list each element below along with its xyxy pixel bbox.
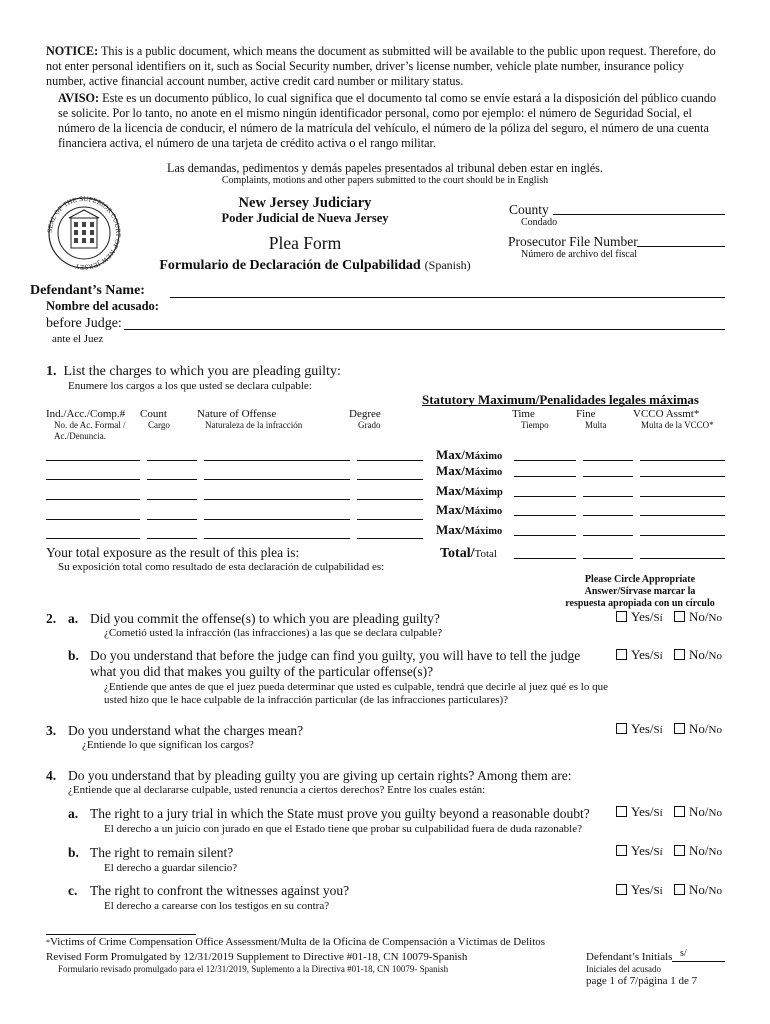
charge-row-1-field-4[interactable] — [357, 460, 423, 461]
charge-row-5-field-1[interactable] — [46, 538, 140, 539]
charge-row-5-field-4[interactable] — [357, 538, 423, 539]
q2b-yes-checkbox[interactable]: Yes/Sí — [616, 647, 663, 663]
charge-row-4-field-2[interactable] — [147, 519, 197, 520]
charge-row-1-field-2[interactable] — [147, 460, 197, 461]
checkbox-icon[interactable] — [616, 884, 627, 895]
defendant-name-field[interactable] — [170, 297, 725, 298]
defendant-name-label-es: Nombre del acusado: — [46, 299, 159, 313]
charge-row-2-field-1[interactable] — [46, 479, 140, 480]
charge-row-2-field-3[interactable] — [204, 479, 350, 480]
charge-row-1-field-1[interactable] — [46, 460, 140, 461]
charge-row-3-field-1[interactable] — [46, 499, 140, 500]
notice-text: This is a public document, which means the document as submitted will be available to the public upon request. Therefore, do not enter personal identifiers on it, such as Social Security number, driver’s license number, vehicle plate number, insurance policy number, active financial account number, active credit card number or military status. — [46, 44, 716, 88]
initials-label-es: Iniciales del acusado — [586, 964, 661, 974]
col-degree: Degree — [349, 408, 381, 420]
statutory-underline — [422, 405, 689, 406]
max-row-4-field-2[interactable] — [583, 515, 633, 516]
revised-note-es: Formulario revisado promulgado para el 12/31/2019, Suplemento a la Directiva #01-18, CN 10079- Spanish — [58, 964, 449, 974]
charge-row-3-field-2[interactable] — [147, 499, 197, 500]
q2b-letter: b. — [68, 648, 79, 663]
max-row-1-field-3[interactable] — [640, 460, 725, 461]
county-label-es: Condado — [521, 217, 558, 228]
checkbox-icon[interactable] — [616, 806, 627, 817]
charge-row-2-field-2[interactable] — [147, 479, 197, 480]
q4c-yes-checkbox[interactable]: Yes/Sí — [616, 882, 663, 898]
q2a-yes-checkbox[interactable]: Yes/Sí — [616, 609, 663, 625]
q4a-letter: a. — [68, 806, 79, 821]
court-seal-icon — [40, 196, 128, 270]
max-row-5-field-1[interactable] — [514, 535, 576, 536]
charge-row-2-field-4[interactable] — [357, 479, 423, 480]
max-label: Max/Máximo — [436, 463, 503, 478]
plea-form-subtitle: Formulario de Declaración de Culpabilidad (Spanish) — [159, 258, 471, 273]
max-label: Max/Máximo — [436, 502, 503, 517]
max-label: Max/Máximo — [436, 522, 503, 537]
max-row-1-field-1[interactable] — [514, 460, 576, 461]
charge-row-1-field-3[interactable] — [204, 460, 350, 461]
q4b-letter: b. — [68, 845, 79, 860]
q4c-letter: c. — [68, 883, 78, 898]
q1-text: 1. List the charges to which you are pleading guilty: — [46, 364, 341, 379]
footnote: *Victims of Crime Compensation Office Assessment/Multa de la Oficina de Compensación a Víctimas de Delitos — [46, 936, 546, 948]
county-field[interactable] — [553, 214, 725, 215]
q2a-letter: a. — [68, 611, 79, 626]
q2a-text-es: ¿Cometió usted la infracción (las infracciones) a las que se declara culpable? — [104, 627, 443, 639]
checkbox-icon[interactable] — [674, 884, 685, 895]
q1-text-es: Enumere los cargos a los que usted se declara culpable: — [68, 380, 312, 392]
max-row-5-field-2[interactable] — [583, 535, 633, 536]
q3-num: 3. — [46, 723, 57, 738]
col-count-es: Cargo — [148, 420, 170, 430]
q4c-text: The right to confront the witnesses against you? — [90, 883, 350, 898]
statutory-max-heading: Statutory Maximum/Penalidades legales máximas — [422, 392, 699, 407]
plea-form-title: Plea Form — [268, 233, 342, 253]
col-ind-es: No. de Ac. Formal / Ac./Denuncia. — [54, 420, 126, 441]
charge-row-5-field-2[interactable] — [147, 538, 197, 539]
q4-num: 4. — [46, 768, 57, 783]
notice-block — [46, 44, 726, 89]
q2a-text: Did you commit the offense(s) to which you are pleading guilty? — [90, 611, 440, 626]
q4b-text: The right to remain silent? — [90, 845, 234, 860]
footnote-divider — [46, 934, 196, 935]
revised-note: Revised Form Promulgated by 12/31/2019 Supplement to Directive #01-18, CN 10079-Spanish — [46, 951, 468, 963]
defendant-name-label: Defendant’s Name: — [30, 283, 145, 298]
prosecutor-label-es: Número de archivo del fiscal — [521, 249, 638, 260]
q4a-no-checkbox[interactable]: No/No — [674, 804, 722, 820]
charge-row-4-field-3[interactable] — [204, 519, 350, 520]
max-row-3-field-1[interactable] — [514, 496, 576, 497]
col-count: Count — [140, 408, 167, 420]
q4a-yes-checkbox[interactable]: Yes/Sí — [616, 804, 663, 820]
q4b-yes-checkbox[interactable]: Yes/Sí — [616, 843, 663, 859]
aviso-text: Este es un documento público, lo cual significa que el documento tal como se envíe estará a la disposición del público cuando se solicite. Por lo tanto, no anote en el mismo ningún identificador personal, como por ejemplo: el número de Seguridad Social, el número de la licencia de conducir, el número de la matrícula del vehículo, el número de la póliza del seguro, el número de una cuenta financiera activa, el número de una tarjeta de crédito activa o el rango militar. — [58, 91, 717, 150]
notice-label: NOTICE: — [46, 44, 99, 58]
q3-yes-checkbox[interactable]: Yes/Sí — [616, 721, 663, 737]
initials-field[interactable] — [672, 961, 725, 962]
col-degree-es: Grado — [358, 420, 381, 430]
total-label: Total/Total — [440, 546, 497, 561]
charge-row-4-field-4[interactable] — [357, 519, 423, 520]
max-row-4-field-1[interactable] — [514, 515, 576, 516]
q4-text-es: ¿Entiende que al declararse culpable, usted renuncia a ciertos derechos? Entre los cuales están: — [68, 784, 486, 796]
col-vcco-es: Multa de la VCCO* — [641, 420, 714, 430]
col-fine: Fine — [576, 408, 596, 420]
q4a-text-es: El derecho a un juicio con jurado en que el Estado tiene que probar su culpabilidad fuera de duda razonable? — [104, 823, 583, 835]
max-row-3-field-3[interactable] — [640, 496, 725, 497]
q4-text: Do you understand that by pleading guilty you are giving up certain rights? Among them are: — [68, 768, 572, 783]
q3-no-checkbox[interactable]: No/No — [674, 721, 722, 737]
charge-row-3-field-3[interactable] — [204, 499, 350, 500]
prosecutor-label: Prosecutor File Number — [508, 234, 638, 249]
q4a-text: The right to a jury trial in which the State must prove you guilty beyond a reasonable doubt? — [90, 806, 590, 821]
prosecutor-file-field[interactable] — [637, 246, 725, 247]
q4c-no-checkbox[interactable]: No/No — [674, 882, 722, 898]
q3-text: Do you understand what the charges mean? — [68, 723, 304, 738]
checkbox-icon[interactable] — [674, 611, 685, 622]
q2-num: 2. — [46, 611, 57, 626]
col-fine-es: Multa — [585, 420, 607, 430]
aviso-label: AVISO: — [58, 91, 100, 105]
max-row-3-field-2[interactable] — [583, 496, 633, 497]
checkbox-icon[interactable] — [674, 649, 685, 660]
col-time: Time — [512, 408, 535, 420]
q2b-text: Do you understand that before the judge can find you guilty, you will have to tell the judge what you did that makes you guilty of the particular offense(s)? — [90, 648, 581, 679]
checkbox-icon[interactable] — [616, 723, 627, 734]
q3-text-es: ¿Entiende lo que significan los cargos? — [82, 739, 254, 751]
judiciary-title-es: Poder Judicial de Nueva Jersey — [221, 211, 389, 225]
checkbox-icon[interactable] — [674, 806, 685, 817]
max-row-1-field-2[interactable] — [583, 460, 633, 461]
col-vcco: VCCO Assmt* — [633, 408, 700, 420]
max-row-4-field-3[interactable] — [640, 515, 725, 516]
initials-value: s/ — [680, 948, 687, 959]
judge-field[interactable] — [124, 329, 725, 330]
county-label: County — [509, 202, 549, 217]
q4b-text-es: El derecho a guardar silencio? — [104, 862, 238, 874]
q4b-no-checkbox[interactable]: No/No — [674, 843, 722, 859]
max-row-2-field-3[interactable] — [640, 476, 725, 477]
q4c-text-es: El derecho a carearse con los testigos en su contra? — [104, 900, 330, 912]
checkbox-icon[interactable] — [616, 845, 627, 856]
checkbox-icon[interactable] — [674, 723, 685, 734]
col-nature: Nature of Offense — [197, 408, 277, 420]
charge-row-4-field-1[interactable] — [46, 519, 140, 520]
checkbox-icon[interactable] — [674, 845, 685, 856]
charge-row-3-field-4[interactable] — [357, 499, 423, 500]
svg-text:SEAL OF THE SUPERIOR COURT OF: SEAL OF THE SUPERIOR COURT OF NEW JERSEY — [46, 196, 122, 270]
max-row-5-field-3[interactable] — [640, 535, 725, 536]
col-nature-es: Naturaleza de la infracción — [205, 420, 303, 430]
checkbox-icon[interactable] — [616, 649, 627, 660]
total-vcco-field[interactable] — [640, 558, 725, 559]
exposure-label: Your total exposure as the result of this plea is: — [46, 545, 300, 560]
judiciary-title: New Jersey Judiciary — [238, 195, 372, 211]
max-label: Max/Máximo — [436, 447, 503, 462]
total-time-field[interactable] — [514, 558, 576, 559]
exposure-label-es: Su exposición total como resultado de esta declaración de culpabilidad es: — [58, 561, 385, 573]
judge-label-es: ante el Juez — [52, 333, 104, 345]
english-notice-es: Las demandas, pedimentos y demás papeles presentados al tribunal deben estar en inglés. — [167, 161, 603, 175]
q2b-text-es: ¿Entiende que antes de que el juez pueda determinar que usted es culpable, tendrá que decirle al juez qué es lo que usted hizo que le hace culpable de la infracción particular (de las infracciones particulares)? — [104, 681, 608, 706]
max-label: Max/Máximp — [436, 483, 503, 498]
max-row-2-field-2[interactable] — [583, 476, 633, 477]
checkbox-icon[interactable] — [616, 611, 627, 622]
page-number: page 1 of 7/página 1 de 7 — [586, 975, 698, 987]
q2a-no-checkbox[interactable]: No/No — [674, 609, 722, 625]
aviso-block — [58, 91, 726, 151]
col-time-es: Tiempo — [521, 420, 549, 430]
col-ind: Ind./Acc./Comp.# — [46, 408, 126, 420]
judge-label: before Judge: — [46, 316, 122, 331]
initials-label: Defendant’s Initials — [586, 951, 673, 963]
english-notice-en: Complaints, motions and other papers submitted to the court should be in English — [221, 175, 549, 186]
charge-row-5-field-3[interactable] — [204, 538, 350, 539]
q2b-no-checkbox[interactable]: No/No — [674, 647, 722, 663]
circle-answer-note: Please Circle Appropriate Answer/Sírvase marcar la respuesta apropiada con un círculo — [565, 574, 715, 609]
max-row-2-field-1[interactable] — [514, 476, 576, 477]
total-fine-field[interactable] — [583, 558, 633, 559]
